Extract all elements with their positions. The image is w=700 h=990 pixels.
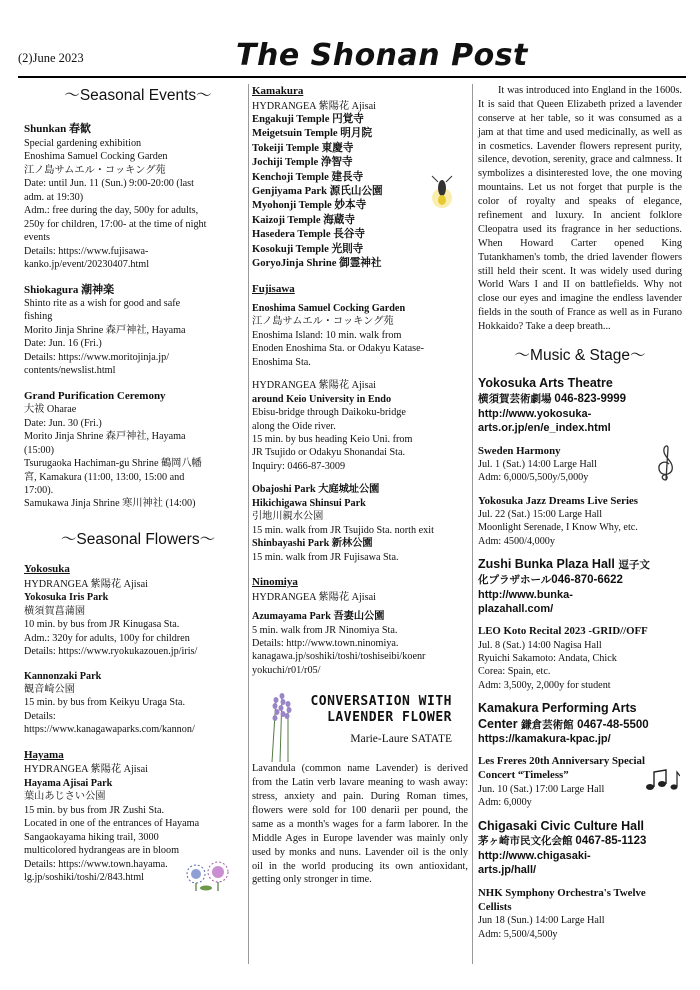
flower-line: JR Tsujido or Odakyu Shonandai Sta. <box>252 447 406 459</box>
list-item: Tokeiji Temple 東慶寺 <box>252 142 354 154</box>
event-line: (15:00) <box>24 444 54 456</box>
performance-jazz-dreams <box>478 494 682 549</box>
park-name: around Keio University in Endo <box>252 393 392 405</box>
venue-japanese-name: 逗子文 <box>618 559 650 572</box>
list-item: Kenchoji Temple 建長寺 <box>252 171 364 183</box>
list-item: Genjiyama Park 源氏山公園 <box>252 186 383 197</box>
performance-line: Jun. 10 (Sat.) 17:00 Large Hall <box>478 783 605 795</box>
performance-title: NHK Symphony Orchestra's Twelve <box>478 886 646 899</box>
conversation-paragraph-1: Lavandula (common name Lavender) is derived from the Latin verb lavare meaning to wash away: stress, anxiety and pain. During Roman times, flowers were sold for 100 denarii per pound, the same as a month's wages for a farm laborer. In the Middle Ages in Europe lavender was mainly only used by monks and nuns. Lavender oil is the only oil in the world producing its own antioxidant, getting only stronger in time. <box>252 763 468 886</box>
flower-line: 引地川親水公園 <box>252 511 324 523</box>
venue-name: Yokosuka Arts Theatre <box>478 376 613 391</box>
performance-title: Concert “Timeless” <box>478 769 569 782</box>
flower-line: 10 min. by bus from JR Kinugasa Sta. <box>24 619 180 631</box>
flower-link: yokuchi/r01/r05/ <box>252 664 321 676</box>
performance-sweden-harmony <box>478 444 682 485</box>
flower-line: 江ノ島サムエル・コッキング苑 <box>252 316 394 328</box>
area-heading: Yokosuka <box>24 563 70 576</box>
flowers-yokosuka <box>24 562 246 658</box>
newspaper-title: The Shonan Post <box>236 38 528 73</box>
venue-contact <box>478 834 682 849</box>
flower-line: Ebisu-bridge through Daikoku-bridge <box>252 407 406 419</box>
flower-line: 15 min. by bus from Keikyu Uraga Sta. <box>24 697 185 709</box>
flowers-ninomiya <box>252 575 468 677</box>
event-line: 17:00). <box>24 484 54 496</box>
event-line: Special gardening exhibition <box>24 137 142 149</box>
event-line: Morito Jinja Shrine 森戸神社, Hayama <box>24 431 186 443</box>
flower-link: https://www.kanagawaparks.com/kannon/ <box>24 724 195 736</box>
park-name: Kannonzaki Park <box>24 670 102 682</box>
event-line: 大祓 Oharae <box>24 404 77 416</box>
flower-line: Adm.: 320y for adults, 100y for children <box>24 632 190 644</box>
list-item: GoryoJinja Shrine 御霊神社 <box>252 258 382 270</box>
performance-title: Yokosuka Jazz Dreams Live Series <box>478 494 638 507</box>
event-link: Details: https://www.fujisawa- <box>24 245 149 257</box>
event-line: 江ノ島サムエル・コッキング苑 <box>24 164 166 176</box>
venue-yokosuka <box>478 376 682 435</box>
venue-kamakura <box>478 701 682 746</box>
list-item: Meigetsuin Temple 明月院 <box>252 128 373 140</box>
flower-line: 葉山あじさい公園 <box>24 791 106 803</box>
venue-phone: 046-870-6622 <box>551 573 623 586</box>
music-notes-icon <box>644 768 680 792</box>
venue-name-text: Zushi Bunka Plaza Hall <box>478 557 615 572</box>
performance-line: Adm: 5,500/4,500y <box>478 928 558 940</box>
event-line: Adm.: free during the day, 500y for adults, <box>24 205 199 217</box>
flower-line: 5 min. walk from JR Ninomiya Sta. <box>252 624 398 636</box>
flower-line: 15 min. walk from JR Fujisawa Sta. <box>252 551 399 563</box>
flower-line: HYDRANGEA 紫陽花 Ajisai <box>252 591 376 603</box>
event-shunkan <box>24 122 246 271</box>
venue-url[interactable]: arts.or.jp/en/e_index.html <box>478 422 611 435</box>
venue-name-text: Center <box>478 716 518 731</box>
flower-line: HYDRANGEA 紫陽花 Ajisai <box>24 578 148 590</box>
flowers-kamakura <box>252 84 468 271</box>
area-heading: Hayama <box>24 748 64 761</box>
seasonal-events-heading: 〜Seasonal Events〜 <box>64 87 212 104</box>
venue-contact <box>478 573 682 588</box>
column-divider <box>472 84 473 964</box>
performance-line: Adm: 6,000y <box>478 797 532 809</box>
flower-line: Located in one of the entrances of Hayama <box>24 818 200 830</box>
conversation-paragraph-2: It was introduced into England in the 1600s. It is said that Queen Elizabeth prized a lavender conserve at her table, so it was consumed as a jam at that time and used medicinally, as well as in cosmetics. Lavender flowers represent purity, silence, devotion, serenity, grace and calmness. It symbolizes a disinterested love, the one moving mountains. Let us not forget that purple is the color of royalty and speaks of elegance, refinement and luxury. In ancient folklore Cleopatra used its fragrance in her seductions. When Howard Carter opened King Tutankhamen's tomb, the dried lavender flowers still held their scent. It was widely used during World Wars I and II on battlefields. Why not close our eyes and imagine the endless lavender fields in the south of France as well as in Furano Hokkaido? Take a deep breath... <box>478 85 682 333</box>
list-item: Jochiji Temple 浄智寺 <box>252 157 353 169</box>
event-link: kanko.jp/event/20230407.html <box>24 259 150 271</box>
park-name: Enoshima Samuel Cocking Garden <box>252 302 406 314</box>
treble-clef-icon <box>652 444 680 484</box>
venue-phone: 0467-85-1123 <box>575 834 647 847</box>
venue-chigasaki <box>478 819 682 878</box>
event-line: fishing <box>24 311 53 323</box>
flower-line: multicolored hydrangeas are in bloom <box>24 845 180 857</box>
event-title: Shunkan 春歓 <box>24 123 91 136</box>
area-heading: Kamakura <box>252 85 304 97</box>
flower-line: 横須賀菖蒲園 <box>24 605 86 617</box>
event-line: events <box>24 232 51 244</box>
venue-japanese-name: 茅ヶ崎市民文化会館 <box>478 834 573 847</box>
column-middle <box>252 84 468 887</box>
event-line: 宮, Kamakura (11:00, 13:00, 15:00 and <box>24 471 185 483</box>
event-line: Date: until Jun. 11 (Sun.) 9:00-20:00 (last <box>24 178 194 190</box>
venue-name: Kamakura Performing Arts <box>478 701 637 716</box>
firefly-icon <box>428 172 458 214</box>
issue-date: (2)June 2023 <box>18 51 84 65</box>
venue-url[interactable]: plazahall.com/ <box>478 602 554 615</box>
event-grand-purification <box>24 389 246 511</box>
performance-line: Jul. 1 (Sat.) 14:00 Large Hall <box>478 458 597 470</box>
conversation-title-line: LAVENDER FLOWER <box>327 709 452 725</box>
flower-line: HYDRANGEA 紫陽花 Ajisai <box>24 764 148 776</box>
list-item: Hasedera Temple 長谷寺 <box>252 229 365 241</box>
performance-line: Adm: 4500/4,000y <box>478 535 555 547</box>
event-link: Details: https://www.moritojinja.jp/ <box>24 351 170 363</box>
venue-phone: 0467-48-5500 <box>577 718 649 731</box>
seasonal-flowers-heading: 〜Seasonal Flowers〜 <box>60 530 216 548</box>
park-name: Azumayama Park 吾妻山公園 <box>252 611 385 623</box>
event-shiokagura <box>24 283 246 378</box>
flower-link: Details: https://www.ryokukazouen.jp/iris/ <box>24 646 198 658</box>
venue-url[interactable]: http://www.bunka- <box>478 588 573 601</box>
masthead <box>18 38 686 72</box>
park-name: Yokosuka Iris Park <box>24 592 109 604</box>
event-line: Enoshima Samuel Cocking Garden <box>24 151 168 163</box>
flower-link: lg.jp/soshiki/toshi/2/843.html <box>24 871 145 883</box>
flower-line: Sangaokayama hiking trail, 3000 <box>24 831 159 843</box>
performance-leo-koto <box>478 624 682 692</box>
conversation-heading-block <box>252 688 468 762</box>
event-title: Grand Purification Ceremony <box>24 389 166 402</box>
performance-line: Jul. 8 (Sat.) 14:00 Nagisa Hall <box>478 639 602 651</box>
venue-japanese-name: 鎌倉芸術館 <box>521 718 574 731</box>
performance-line: Moonlight Serenade, I Know Why, etc. <box>478 522 638 534</box>
area-heading: Ninomiya <box>252 576 298 589</box>
performance-line: Corea: Spain, etc. <box>478 666 551 678</box>
event-line: adm. at 19:30) <box>24 191 84 203</box>
performance-nhk-cellists <box>478 886 682 941</box>
flower-line: Details: <box>24 710 56 722</box>
header-rule <box>18 76 686 78</box>
venue-contact <box>478 392 682 407</box>
venue-url[interactable]: http://www.chigasaki- <box>478 849 591 862</box>
column-left <box>24 84 246 895</box>
flower-line: along the Oide river. <box>252 420 336 432</box>
event-title: Shiokagura 潮神楽 <box>24 283 115 296</box>
flower-link: Details: http://www.town.ninomiya. <box>252 637 399 649</box>
event-line: Shinto rite as a wish for good and safe <box>24 298 181 310</box>
hydrangea-icon <box>184 860 234 892</box>
flower-line: HYDRANGEA 紫陽花 Ajisai <box>252 380 376 392</box>
performance-line: Ryuichi Sakamoto: Andata, Chick <box>478 652 617 664</box>
flower-line: Enoshima Island: 10 min. walk from <box>252 329 402 341</box>
venue-zushi <box>478 557 682 616</box>
conversation-author: Marie-Laure SATATE <box>350 733 452 746</box>
flowers-hayama <box>24 748 246 885</box>
flower-link: kanagawa.jp/soshiki/toshi/toshiseibi/koenr <box>252 651 426 663</box>
flower-line: Enoshima Sta. <box>252 356 311 368</box>
venue-url[interactable]: https://kamakura-kpac.jp/ <box>478 732 611 745</box>
flower-line: 15 min. by bus from JR Zushi Sta. <box>24 804 165 816</box>
list-item: Myohonji Temple 妙本寺 <box>252 200 367 212</box>
list-item: Engakuji Temple 円覚寺 <box>252 113 364 125</box>
event-line: Date: Jun. 30 (Fri.) <box>24 417 102 429</box>
performance-line: Adm: 3,500y, 2,000y for student <box>478 679 611 691</box>
event-line: 250y for children, 17:00- at the time of night <box>24 218 207 230</box>
performance-title: LEO Koto Recital 2023 -GRID//OFF <box>478 625 648 638</box>
flower-line: 観音崎公園 <box>24 684 75 696</box>
performance-title: Sweden Harmony <box>478 444 561 457</box>
venue-japanese-name: 横須賀芸術劇場 <box>478 392 552 405</box>
conversation-title <box>310 694 452 725</box>
column-divider <box>248 84 249 964</box>
performance-line: Adm: 6,000/5,500y/5,000y <box>478 472 589 484</box>
conversation-title-line: CONVERSATION WITH <box>310 694 452 710</box>
venue-url[interactable]: http://www.yokosuka- <box>478 407 592 420</box>
venue-name: Chigasaki Civic Culture Hall <box>478 818 645 833</box>
performance-title: Cellists <box>478 900 512 913</box>
event-link: contents/newslist.html <box>24 365 116 377</box>
list-item: Kaizoji Temple 海蔵寺 <box>252 214 355 226</box>
flower-line: 15 min. walk from JR Tsujido Sta. north exit <box>252 524 434 536</box>
park-name: Shinbayashi Park 新林公園 <box>252 538 373 550</box>
venue-url[interactable]: arts.jp/hall/ <box>478 864 537 877</box>
park-name: Hikichigawa Shinsui Park <box>252 497 366 509</box>
lavender-icon <box>258 688 302 762</box>
performance-line: Jul. 22 (Sat.) 15:00 Large Hall <box>478 508 603 520</box>
flower-line: HYDRANGEA 紫陽花 Ajisai <box>252 100 376 112</box>
park-name: Obajoshi Park 大庭城址公園 <box>252 484 380 496</box>
event-line: Samukawa Jinja Shrine 寒川神社 (14:00) <box>24 498 196 510</box>
event-line: Date: Jun. 16 (Fri.) <box>24 338 102 350</box>
flower-line: 15 min. by bus heading Keio Uni. from <box>252 434 413 446</box>
performance-title: Les Freres 20th Anniversary Special <box>478 755 645 768</box>
event-line: Tsurugaoka Hachiman-gu Shrine 鶴岡八幡 <box>24 458 202 470</box>
venue-name <box>478 557 682 572</box>
park-name: Hayama Ajisai Park <box>24 777 113 789</box>
venue-japanese-name: 化プラザホール <box>478 573 552 586</box>
performance-les-freres <box>478 754 682 809</box>
flower-line: Inquiry: 0466-87-3009 <box>252 460 346 472</box>
flower-link: Details: https://www.town.hayama. <box>24 858 168 870</box>
flower-line: Enoden Enoshima Sta. or Odakyu Katase- <box>252 343 425 355</box>
column-right <box>478 84 682 950</box>
event-line: Morito Jinja Shrine 森戸神社, Hayama <box>24 324 186 336</box>
music-stage-heading: 〜Music & Stage〜 <box>514 347 646 365</box>
list-item: Kosokuji Temple 光則寺 <box>252 243 364 255</box>
flowers-fujisawa <box>252 282 468 564</box>
area-heading: Fujisawa <box>252 283 295 296</box>
venue-phone: 046-823-9999 <box>554 392 627 405</box>
performance-line: Jun 18 (Sun.) 14:00 Large Hall <box>478 915 605 927</box>
flowers-kannonzaki <box>24 670 246 737</box>
venue-contact <box>478 717 682 732</box>
